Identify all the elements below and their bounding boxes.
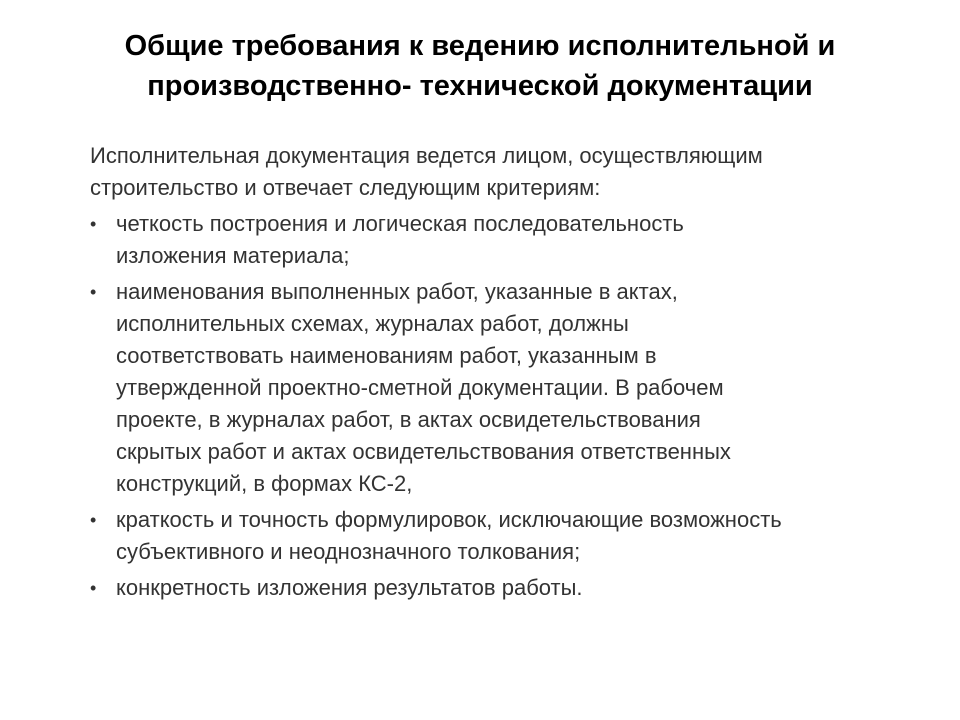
title-line-2: производственно- технической документации	[147, 70, 813, 102]
intro-line-1: Исполнительная документация ведется лицом, осуществляющим	[90, 143, 763, 168]
list-item-line: конкретность изложения результатов работы.	[116, 575, 583, 600]
list-item-line: изложения материала;	[116, 243, 350, 268]
intro-line-2: строительство и отвечает следующим критериям:	[90, 175, 601, 200]
title-line-1: Общие требования к ведению исполнительной и	[124, 30, 836, 62]
list-item-line: краткость и точность формулировок, исключающие возможность	[116, 507, 782, 532]
list-item	[90, 208, 940, 272]
list-item	[90, 572, 940, 604]
list-item-line: соответствовать наименованиям работ, указанным в	[116, 343, 657, 368]
list-item-line: субъективного и неоднозначного толкования;	[116, 539, 581, 564]
slide-title	[20, 26, 940, 106]
intro-paragraph	[90, 140, 940, 204]
bullet-icon: •	[90, 282, 97, 302]
list-item	[90, 276, 940, 500]
list-item-line: наименования выполненных работ, указанные в актах,	[116, 279, 678, 304]
list-item-line: проекте, в журналах работ, в актах освидетельствования	[116, 407, 701, 432]
criteria-list	[90, 208, 940, 604]
list-item-line: конструкций, в формах КС-2,	[116, 471, 413, 496]
bullet-icon: •	[90, 510, 97, 530]
list-item-line: четкость построения и логическая последовательность	[116, 211, 684, 236]
list-item-line: утвержденной проектно-сметной документации. В рабочем	[116, 375, 724, 400]
list-item-line: скрытых работ и актах освидетельствования ответственных	[116, 439, 731, 464]
slide-body	[90, 140, 940, 608]
list-item	[90, 504, 940, 568]
bullet-icon: •	[90, 214, 97, 234]
list-item-line: исполнительных схемах, журналах работ, должны	[116, 311, 629, 336]
bullet-icon: •	[90, 578, 97, 598]
